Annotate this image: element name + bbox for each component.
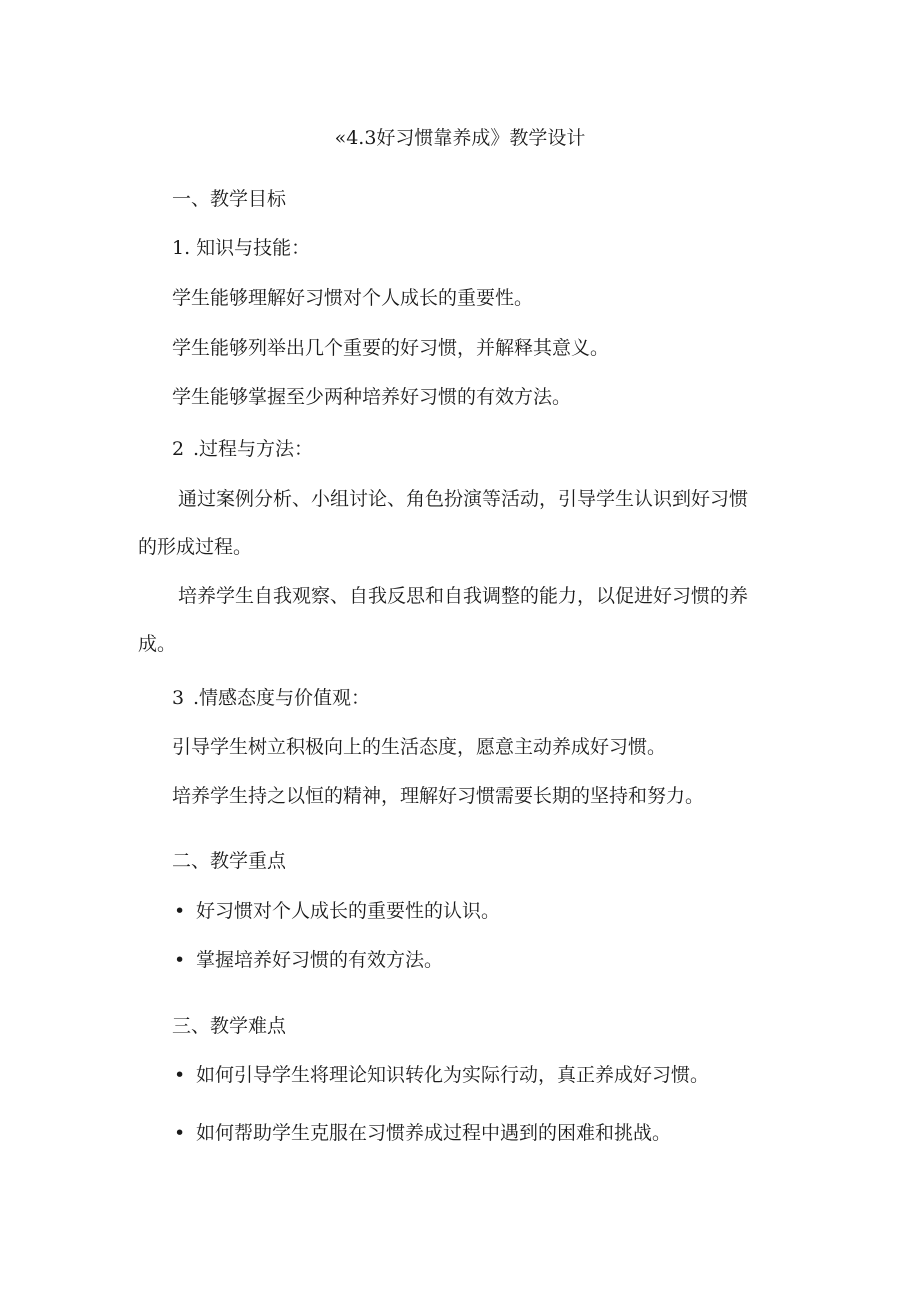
document-title: «4.3好习惯靠养成》教学设计 bbox=[334, 127, 586, 149]
paragraph: 的形成过程。 bbox=[138, 536, 253, 558]
subheading-knowledge: 1. 知识与技能： bbox=[172, 237, 311, 259]
bullet-icon: • bbox=[174, 1122, 186, 1144]
subheading-process: .过程与方法： bbox=[193, 438, 314, 460]
paragraph: 引导学生树立积极向上的生活态度，愿意主动养成好习惯。 bbox=[172, 736, 667, 758]
paragraph: 学生能够列举出几个重要的好习惯，并解释其意义。 bbox=[172, 337, 610, 359]
paragraph: 通过案例分析、小组讨论、角色扮演等活动，引导学生认识到好习惯 bbox=[178, 488, 749, 510]
section-heading-difficulties: 三、教学难点 bbox=[172, 1015, 287, 1037]
subheading-emotion: .情感态度与价值观： bbox=[193, 687, 371, 709]
subheading-process-number: 2 bbox=[172, 438, 185, 460]
list-item: 好习惯对个人成长的重要性的认识。 bbox=[196, 900, 501, 922]
list-item: 如何帮助学生克服在习惯养成过程中遇到的困难和挑战。 bbox=[196, 1122, 672, 1144]
paragraph: 培养学生持之以恒的精神，理解好习惯需要长期的坚持和努力。 bbox=[172, 785, 705, 807]
paragraph: 成。 bbox=[138, 633, 177, 655]
paragraph: 学生能够掌握至少两种培养好习惯的有效方法。 bbox=[172, 386, 572, 408]
bullet-icon: • bbox=[174, 949, 186, 971]
list-item: 如何引导学生将理论知识转化为实际行动，真正养成好习惯。 bbox=[196, 1064, 710, 1086]
paragraph: 培养学生自我观察、自我反思和自我调整的能力，以促进好习惯的养 bbox=[178, 585, 749, 607]
bullet-icon: • bbox=[174, 1064, 186, 1086]
bullet-icon: • bbox=[174, 900, 186, 922]
list-item: 掌握培养好习惯的有效方法。 bbox=[196, 949, 444, 971]
paragraph: 学生能够理解好习惯对个人成长的重要性。 bbox=[172, 287, 534, 309]
subheading-emotion-number: 3 bbox=[172, 687, 185, 709]
section-heading-objectives: 一、教学目标 bbox=[172, 188, 287, 210]
section-heading-key-points: 二、教学重点 bbox=[172, 850, 287, 872]
